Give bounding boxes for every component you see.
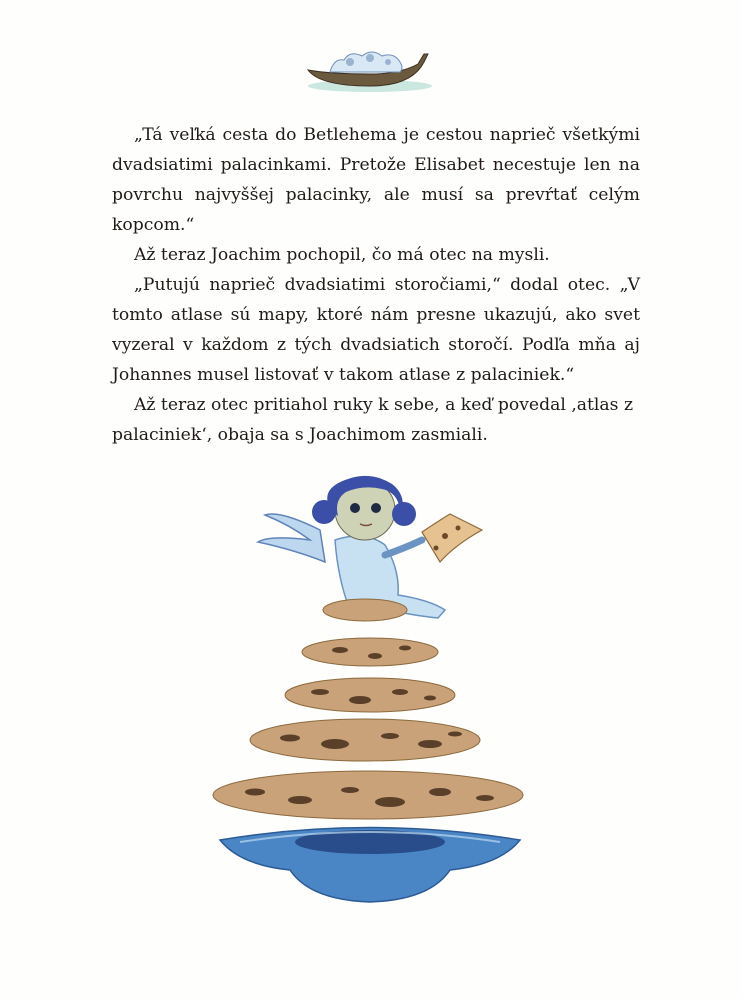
paragraph: „Putujú naprieč dvadsiatimi storočiami,“ dodal otec. „V tomto atlase sú mapy, ktoré nám presne ukazujú, ako svet vyzeral v každom z tých dvadsiatich storočí. Podľa mňa aj Johannes musel listovať v takom atlase z palaciniek.“ bbox=[112, 275, 640, 385]
paragraph: Až teraz otec pritiahol ruky k sebe, a keď povedal ‚atlas z palaciniek‘, obaja sa s Joachimom zasmiali. bbox=[112, 395, 633, 445]
paragraph: „Tá veľká cesta do Betlehema je cestou naprieč všetkými dvadsiatimi palacinkami. Pretože Elisabet necestuje len na povrchu najvyššej palacinky, ale musí sa prevŕtať celým kopcom.“ bbox=[112, 125, 640, 235]
boat-illustration bbox=[300, 40, 440, 100]
angel-on-pancake-stack-illustration bbox=[200, 470, 540, 910]
paragraph: Až teraz Joachim pochopil, čo má otec na mysli. bbox=[134, 245, 550, 265]
story-text bbox=[112, 120, 640, 450]
